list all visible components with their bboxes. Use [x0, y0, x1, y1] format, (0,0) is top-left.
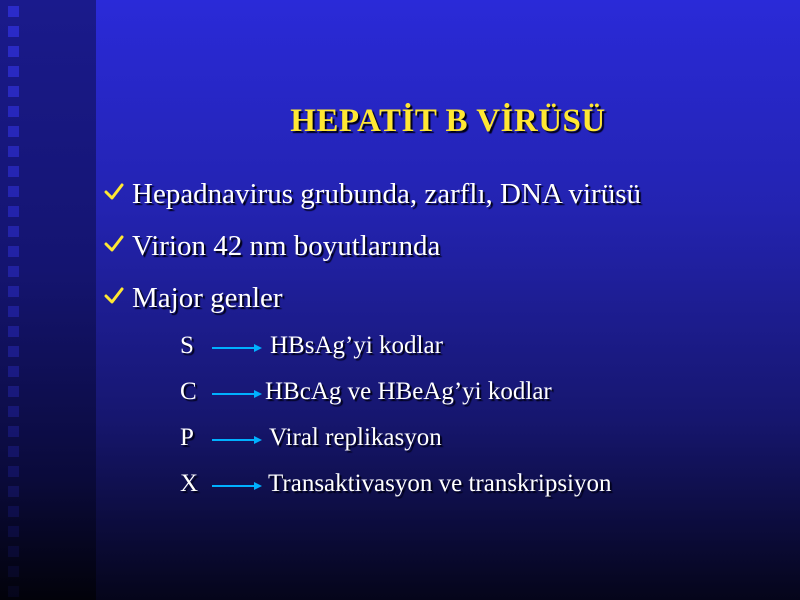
gene-description: HBcAg ve HBeAg’yi kodlar	[265, 378, 552, 405]
decorative-square	[8, 386, 19, 397]
decorative-square	[8, 26, 19, 37]
bullet-item	[104, 272, 794, 324]
arrow-right-icon	[212, 388, 262, 400]
decorative-square	[8, 366, 19, 377]
decorative-square	[8, 126, 19, 137]
arrow-right-icon	[212, 434, 262, 446]
decorative-square	[8, 486, 19, 497]
decorative-square	[8, 46, 19, 57]
gene-row	[180, 464, 780, 510]
arrow-right-icon	[212, 342, 262, 354]
gene-row	[180, 418, 780, 464]
decorative-square	[8, 466, 19, 477]
decorative-square	[8, 146, 19, 157]
bullet-item	[104, 168, 794, 220]
gene-list	[180, 326, 780, 510]
bullet-text: Virion 42 nm boyutlarında	[132, 229, 441, 262]
gene-letter: X	[180, 470, 199, 497]
gene-row	[180, 372, 780, 418]
decorative-square	[8, 406, 19, 417]
decorative-square	[8, 346, 19, 357]
gene-description: Transaktivasyon ve transkripsiyon	[268, 470, 612, 497]
arrow-right-icon	[212, 480, 262, 492]
decorative-square	[8, 66, 19, 77]
slide-title: HEPATİT B VİRÜSÜ	[290, 103, 606, 139]
gene-letter: C	[180, 378, 197, 405]
decorative-square	[8, 446, 19, 457]
gene-row	[180, 326, 780, 372]
decorative-square	[8, 546, 19, 557]
checkmark-icon	[104, 234, 124, 254]
decorative-square	[8, 426, 19, 437]
gene-letter: S	[180, 332, 194, 359]
decorative-square	[8, 566, 19, 577]
decorative-square	[8, 86, 19, 97]
decorative-square	[8, 166, 19, 177]
decorative-square	[8, 506, 19, 517]
gene-letter: P	[180, 424, 194, 451]
decorative-square-column	[0, 0, 28, 600]
decorative-square	[8, 186, 19, 197]
side-decoration-strip	[0, 0, 96, 600]
bullet-text: Hepadnavirus grubunda, zarflı, DNA virüsü	[132, 177, 641, 210]
decorative-square	[8, 106, 19, 117]
decorative-square	[8, 526, 19, 537]
bullet-text: Major genler	[132, 281, 283, 314]
decorative-square	[8, 326, 19, 337]
decorative-square	[8, 206, 19, 217]
bullet-list	[104, 168, 794, 324]
decorative-square	[8, 266, 19, 277]
decorative-square	[8, 286, 19, 297]
decorative-square	[8, 246, 19, 257]
decorative-square	[8, 306, 19, 317]
gene-description: HBsAg’yi kodlar	[270, 332, 443, 359]
checkmark-icon	[104, 182, 124, 202]
decorative-square	[8, 586, 19, 597]
decorative-square	[8, 6, 19, 17]
checkmark-icon	[104, 286, 124, 306]
bullet-item	[104, 220, 794, 272]
gene-description: Viral replikasyon	[269, 424, 442, 451]
decorative-square	[8, 226, 19, 237]
